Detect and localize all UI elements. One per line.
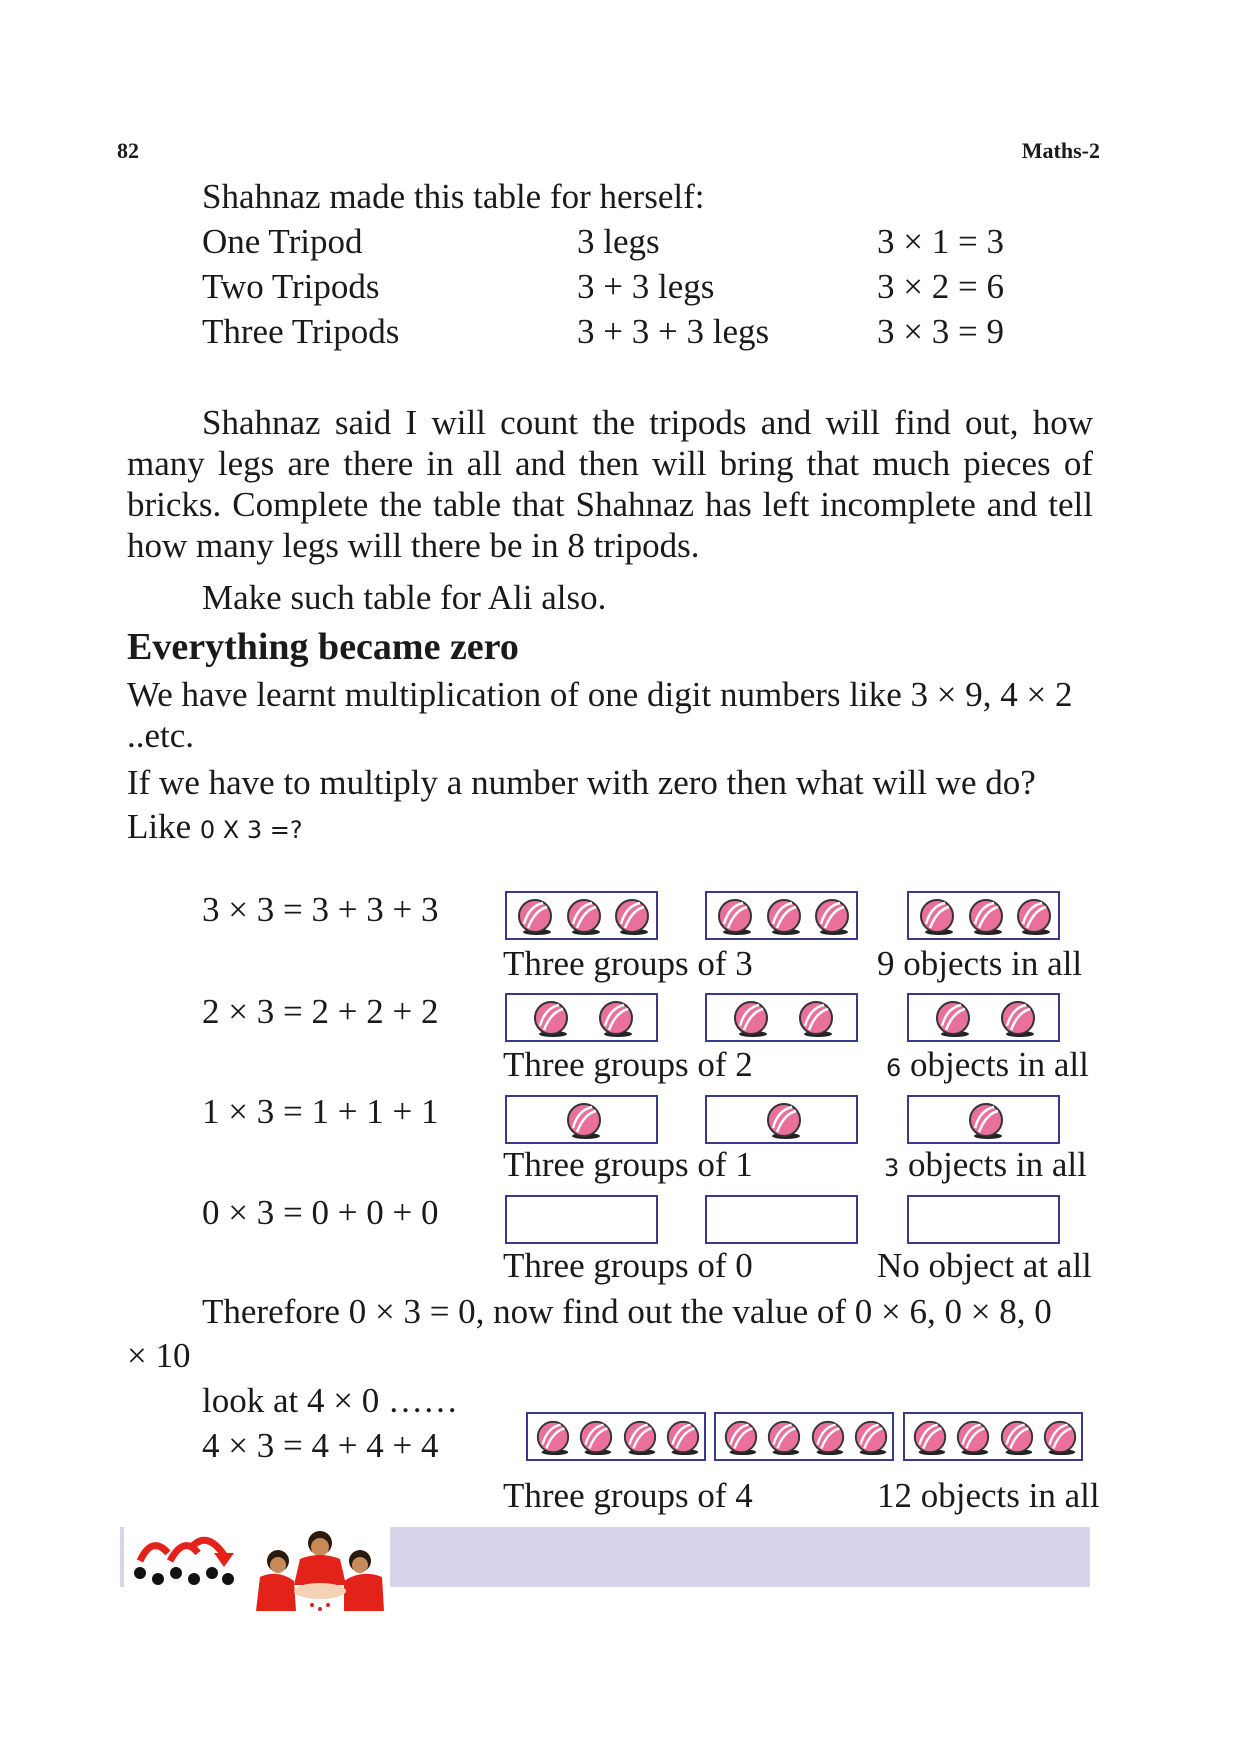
four-groups-total: 12 objects in all — [877, 1476, 1100, 1515]
ball-icon — [917, 896, 957, 936]
group-box — [705, 993, 858, 1042]
group-caption: Three groups of 3 — [503, 944, 753, 983]
page-number: 82 — [117, 138, 139, 163]
ball-icon — [954, 1418, 992, 1456]
like-expression: 0 X 3 =? — [199, 816, 303, 844]
group-box — [505, 1095, 658, 1144]
group-total — [884, 1145, 1087, 1188]
like-line — [127, 807, 303, 850]
group-box — [705, 1095, 858, 1144]
ball-icon — [998, 998, 1038, 1038]
jump-arrows-icon — [128, 1527, 240, 1589]
group-total: 9 objects in all — [877, 944, 1083, 983]
tripod-legs: 3 + 3 + 3 legs — [577, 312, 770, 351]
group-caption: Three groups of 1 — [503, 1145, 753, 1184]
therefore-text-continued: × 10 — [127, 1336, 191, 1375]
group-box — [907, 891, 1060, 940]
ball-icon — [765, 1418, 803, 1456]
four-groups-caption: Three groups of 4 — [503, 1476, 753, 1515]
footer-band — [390, 1527, 1090, 1587]
ball-icon — [809, 1418, 847, 1456]
group-box — [505, 993, 658, 1042]
section-heading: Everything became zero — [127, 626, 519, 668]
ball-icon — [796, 998, 836, 1038]
group-box — [903, 1412, 1083, 1461]
book-title: Maths-2 — [1021, 138, 1100, 163]
ball-icon — [852, 1418, 890, 1456]
group-box — [526, 1412, 706, 1461]
ball-icon — [534, 1418, 572, 1456]
children-group-icon — [250, 1525, 390, 1615]
group-box — [505, 891, 658, 940]
ball-icon — [911, 1418, 949, 1456]
ball-icon — [621, 1418, 659, 1456]
ball-icon — [515, 896, 555, 936]
tripod-name: Three Tripods — [202, 312, 400, 351]
ball-icon — [1014, 896, 1054, 936]
intro-text: Shahnaz made this table for herself: — [202, 177, 705, 216]
therefore-text: Therefore 0 × 3 = 0, now find out the value of 0 × 6, 0 × 8, 0 — [202, 1292, 1052, 1331]
ball-icon — [966, 1100, 1006, 1140]
ball-icon — [764, 1100, 804, 1140]
ball-icon — [933, 998, 973, 1038]
group-equation: 3 × 3 = 3 + 3 + 3 — [202, 890, 439, 929]
group-box — [907, 1095, 1060, 1144]
ball-icon — [812, 896, 852, 936]
group-box — [714, 1412, 894, 1461]
group-caption: Three groups of 0 — [503, 1246, 753, 1285]
like-prefix: Like — [127, 807, 192, 846]
tripod-legs: 3 legs — [577, 222, 660, 261]
instruction-ali: Make such table for Ali also. — [202, 578, 607, 617]
tripod-product: 3 × 3 = 9 — [877, 312, 1004, 351]
group-total — [886, 1045, 1089, 1088]
group-equation: 0 × 3 = 0 + 0 + 0 — [202, 1193, 439, 1232]
ball-icon — [596, 998, 636, 1038]
ball-icon — [966, 896, 1006, 936]
footer-band-edge — [120, 1527, 124, 1587]
ball-icon — [764, 896, 804, 936]
tripod-product: 3 × 1 = 3 — [877, 222, 1004, 261]
group-box — [907, 1195, 1060, 1244]
instruction-paragraph: Shahnaz said I will count the tripods and will find out, how many legs are there in all and then will bring that much pieces of bricks. Complete the table that Shahnaz has left incomplete and tell how many legs will there be in 8 tripods. — [127, 403, 1093, 565]
ball-icon — [612, 896, 652, 936]
group-box — [705, 891, 858, 940]
group-total-text: objects in all — [910, 1045, 1089, 1084]
group-box — [907, 993, 1060, 1042]
four-groups-equation: 4 × 3 = 4 + 4 + 4 — [202, 1426, 439, 1465]
section-text: We have learnt multiplication of one digit numbers like 3 × 9, 4 × 2 ..etc. — [127, 675, 1073, 755]
ball-icon — [564, 896, 604, 936]
ball-icon — [998, 1418, 1036, 1456]
ball-icon — [564, 1100, 604, 1140]
group-equation: 1 × 3 = 1 + 1 + 1 — [202, 1092, 439, 1131]
group-total: No object at all — [877, 1246, 1092, 1285]
group-box — [705, 1195, 858, 1244]
ball-icon — [715, 896, 755, 936]
group-total-number: 3 — [884, 1154, 900, 1182]
group-total-text: objects in all — [908, 1145, 1087, 1184]
ball-icon — [664, 1418, 702, 1456]
section-question: If we have to multiply a number with zero then what will we do? — [127, 763, 1036, 802]
group-caption: Three groups of 2 — [503, 1045, 753, 1084]
group-total-number: 6 — [886, 1054, 902, 1082]
group-box — [505, 1195, 658, 1244]
ball-icon — [577, 1418, 615, 1456]
ball-icon — [1041, 1418, 1079, 1456]
tripod-name: Two Tripods — [202, 267, 380, 306]
ball-icon — [722, 1418, 760, 1456]
ball-icon — [531, 998, 571, 1038]
tripod-legs: 3 + 3 legs — [577, 267, 715, 306]
look-at-text: look at 4 × 0 …… — [202, 1381, 458, 1420]
tripod-name: One Tripod — [202, 222, 363, 261]
ball-icon — [731, 998, 771, 1038]
tripod-product: 3 × 2 = 6 — [877, 267, 1004, 306]
group-equation: 2 × 3 = 2 + 2 + 2 — [202, 992, 439, 1031]
